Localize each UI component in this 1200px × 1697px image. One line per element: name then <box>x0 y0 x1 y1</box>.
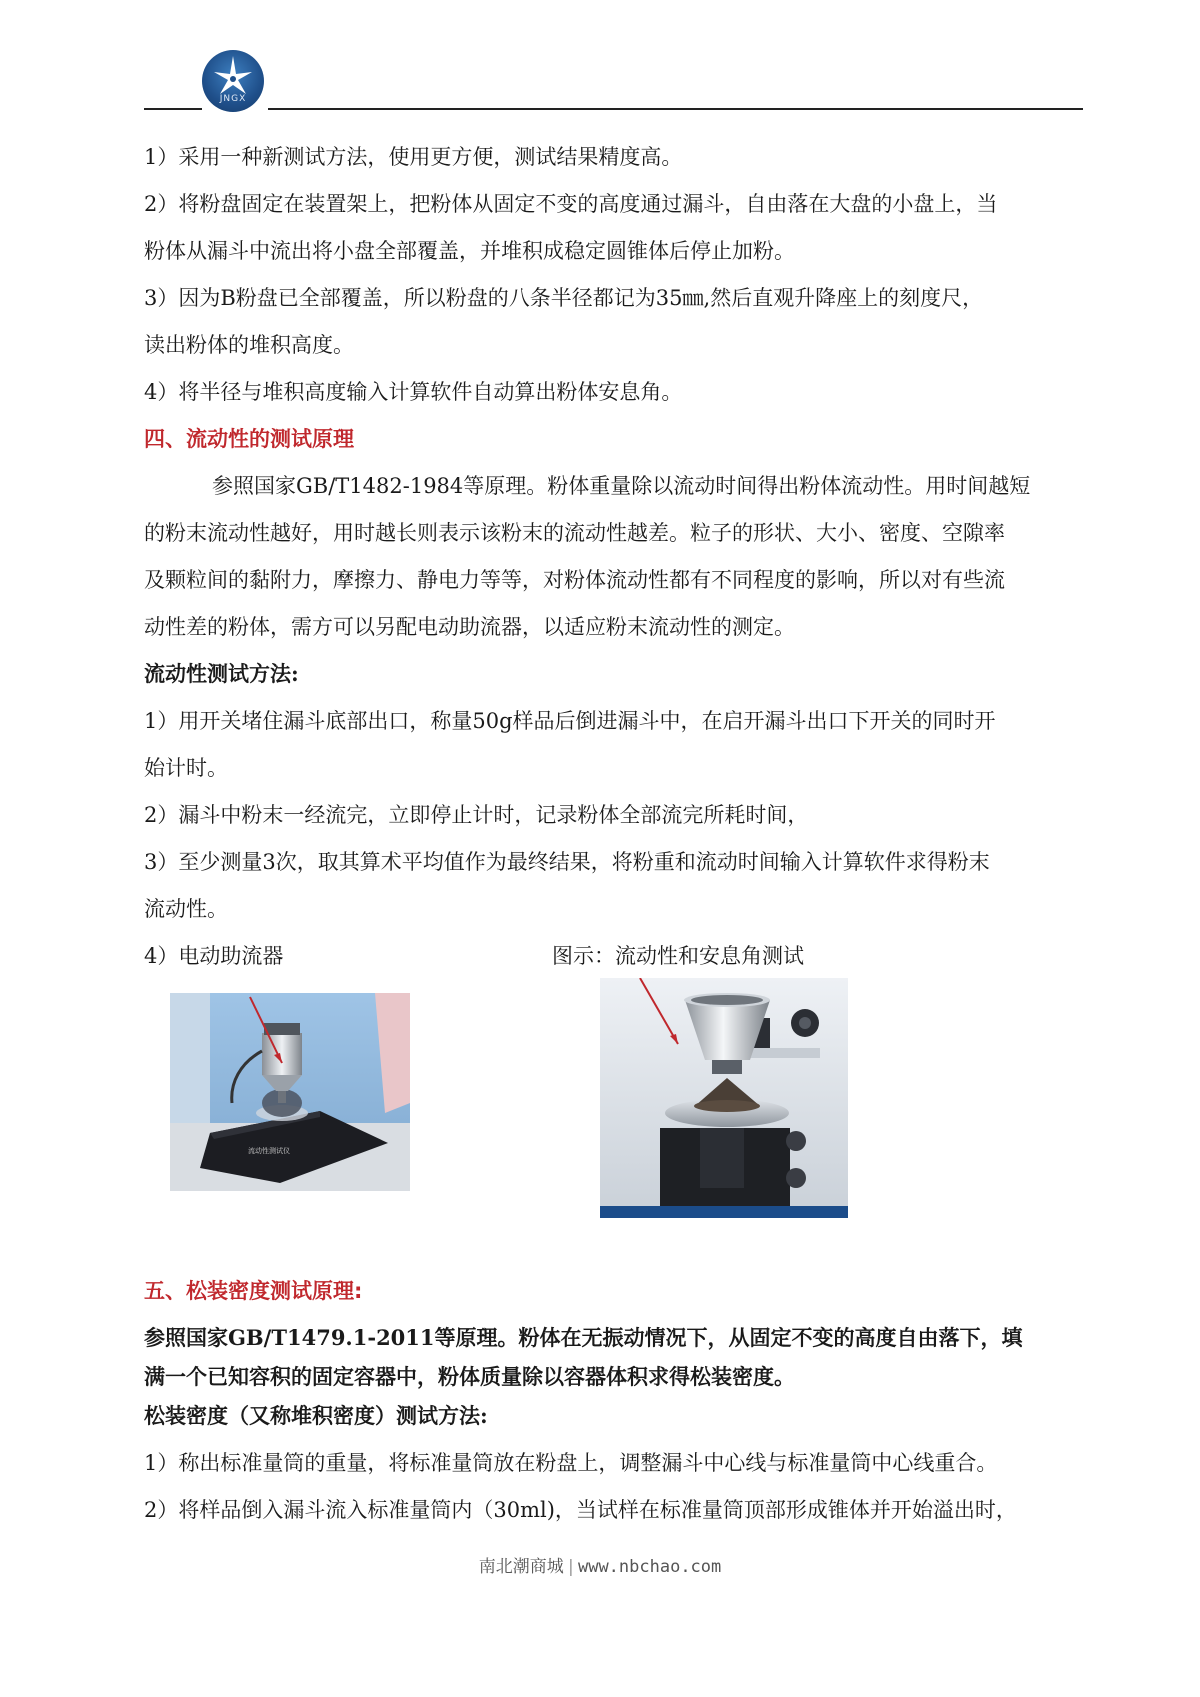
method-line: 1）用开关堵住漏斗底部出口，称量50g样品后倒进漏斗中，在启开漏斗出口下开关的同时开 <box>144 709 996 733</box>
page-footer <box>0 1552 1200 1577</box>
flow-aid-photo <box>170 993 410 1191</box>
method-heading: 流动性测试方法: <box>144 661 299 686</box>
logo-text: JNGX <box>219 94 247 104</box>
paragraph-line: 的粉末流动性越好，用时越长则表示该粉末的流动性越差。粒子的形状、大小、密度、空隙率 <box>144 521 1005 545</box>
company-logo <box>202 50 264 112</box>
paragraph-line: 动性差的粉体，需方可以另配电动助流器，以适应粉末流动性的测定。 <box>144 615 795 639</box>
header-rule-left <box>144 108 202 110</box>
text-line: 粉体从漏斗中流出将小盘全部覆盖，并堆积成稳定圆锥体后停止加粉。 <box>144 239 795 263</box>
text-line: 3）因为B粉盘已全部覆盖，所以粉盘的八条半径都记为35㎜,然后直观升降座上的刻度尺， <box>144 286 984 310</box>
section-heading: 四、流动性的测试原理 <box>144 427 354 451</box>
method-line: 4）电动助流器 <box>144 944 284 968</box>
text-line: 4）将半径与堆积高度输入计算软件自动算出粉体安息角。 <box>144 380 683 404</box>
footer-url-link[interactable]: www.nbchao.com <box>577 1557 722 1577</box>
text-line: 2）将粉盘固定在装置架上，把粉体从固定不变的高度通过漏斗，自由落在大盘的小盘上，当 <box>144 192 998 216</box>
footer-site-name: 南北潮商城 <box>478 1557 564 1577</box>
header-rule-right <box>268 108 1083 110</box>
section-heading: 五、松装密度测试原理: <box>144 1279 363 1303</box>
footer-separator: | <box>565 1557 576 1577</box>
method-line: 2）漏斗中粉末一经流完，立即停止计时，记录粉体全部流完所耗时间， <box>144 803 809 827</box>
method-line: 流动性。 <box>144 897 228 921</box>
method-line: 3）至少测量3次，取其算术平均值作为最终结果，将粉重和流动时间输入计算软件求得粉末 <box>144 850 990 874</box>
method-heading: 松装密度（又称堆积密度）测试方法: <box>144 1403 488 1428</box>
bold-paragraph-line: 参照国家GB/T1479.1-2011等原理。粉体在无振动情况下，从固定不变的高度自由落下，填 <box>144 1325 1023 1350</box>
svg-text:流动性测试仪: 流动性测试仪 <box>248 1147 290 1155</box>
paragraph-line: 参照国家GB/T1482-1984等原理。粉体重量除以流动时间得出粉体流动性。用时间越短 <box>212 474 1031 498</box>
method-line: 2）将样品倒入漏斗流入标准量筒内（30ml)，当试样在标准量筒顶部形成锥体并开始溢出时， <box>144 1498 1017 1522</box>
figure-caption: 图示：流动性和安息角测试 <box>552 944 804 968</box>
bold-paragraph-line: 满一个已知容积的固定容器中，粉体质量除以容器体积求得松装密度。 <box>144 1364 795 1389</box>
method-line: 始计时。 <box>144 756 228 780</box>
paragraph-line: 及颗粒间的黏附力，摩擦力、静电力等等，对粉体流动性都有不同程度的影响，所以对有些流 <box>144 568 1005 592</box>
text-line: 1）采用一种新测试方法，使用更方便，测试结果精度高。 <box>144 145 683 169</box>
angle-of-repose-tester-photo <box>600 978 848 1218</box>
text-line: 读出粉体的堆积高度。 <box>144 333 354 357</box>
method-line: 1）称出标准量筒的重量，将标准量筒放在粉盘上，调整漏斗中心线与标准量筒中心线重合。 <box>144 1451 998 1475</box>
